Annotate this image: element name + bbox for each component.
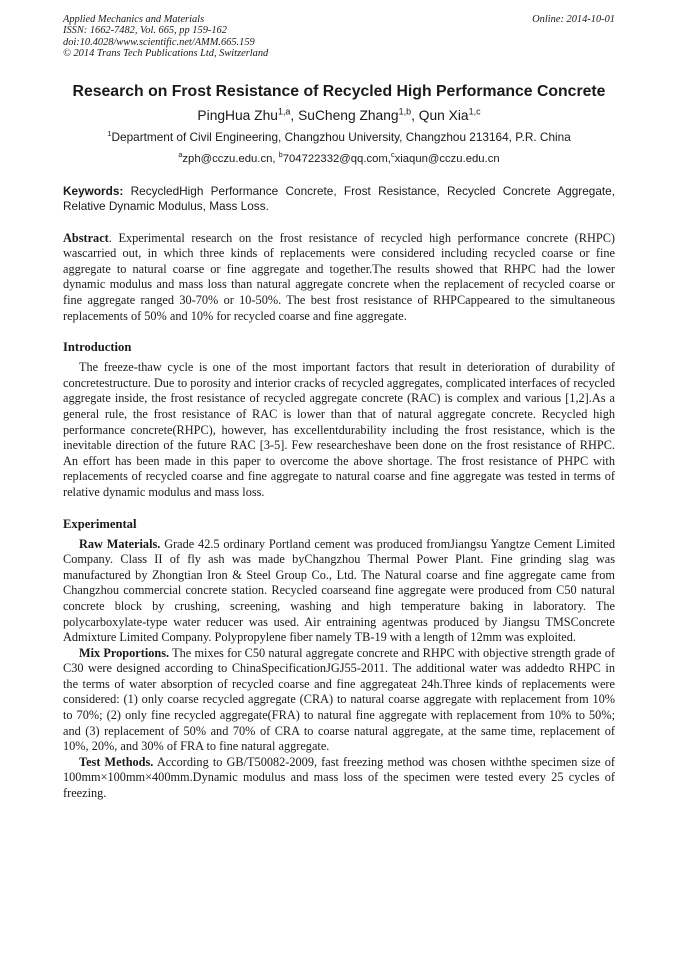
affiliation-superscript: 1 [107,128,112,138]
email-address[interactable]: xiaqun@cczu.edu.cn [394,152,500,165]
section-heading-introduction: Introduction [63,340,132,355]
section-heading-experimental: Experimental [63,516,137,531]
affiliation-text: Department of Civil Engineering, Changzhou University, Changzhou 213164, P.R. China [111,129,571,144]
email-superscript: a [178,149,183,159]
email-superscript: b [278,149,283,159]
abstract-text: . Experimental research on the frost resistance of recycled high performance concrete (RHPC) wascarried out, in which three kinds of replacements were considered including recycled coarse or fine aggregate to natural coarse or fine aggregate and together.The results showed that RHPC had the lower dynamic modulus and mass loss than natural aggregate concrete when the replacement of recycled coarse or fine aggregate ranged 30-70% or 10-50%. The best frost resistance of RHPCappeared to the simultaneous replacements of 50% and 10% for recycled coarse and fine aggregate. [63,230,615,323]
author-superscript: 1,b [398,106,412,117]
author-list: PingHua Zhu$^{1,a}$, SuCheng Zhang$^{1,b}$, Qun Xia$^{1,c}$ [197,106,481,123]
keywords [63,184,615,214]
email-address[interactable]: 704722332@qq.com [282,152,388,165]
email-address[interactable]: zph@cczu.edu.cn [182,152,273,165]
abstract-label: Abstract [63,230,109,245]
author-superscript: 1,a [277,106,291,117]
test-methods-label: Test Methods. [79,754,154,769]
paper-title: Research on Frost Resistance of Recycled High Performance Concrete [72,82,606,100]
mix-proportions-text: The mixes for C50 natural aggregate concrete and RHPC with objective strength grade of C30 were designed according to ChinaSpecificationJGJ55-2011. The additional water was addedto RHPC in the terms of water absorption of recycled coarse and fine aggregateat 24h.Three kinds of replacements were considered: (1) only coarse recycled aggregate (CRA) to natural coarse aggregate with replacement from 10% to 70%; (2) only fine recycled aggregate(FRA) to natural fine aggregate with replacement from 10% to 50%; and (3) replacement of 50% and 70% of CRA to coarse natural aggregate, at the same time, replacement of 10%, 20%, and 30% of FRA to fine natural aggregate. [63,645,615,754]
journal-issn: ISSN: 1662-7482, Vol. 665, pp 159-162 [63,25,227,37]
abstract [63,231,615,325]
raw-materials-text: Grade 42.5 ordinary Portland cement was produced fromJiangsu Yangtze Cement Limited Company. Class II of fly ash was made byChangzhou Thermal Power Plant. Fine grinding slag was manufactured by Zhongtian Iron & Steel Group Co., Ltd. The Natural coarse and fine aggregate came from Changzhou commercial concrete station. Recycled coarseand fine aggregate were produced from C50 natural concrete block by crushing, screening, washing and high temperature baking in laboratory. The polycarboxylate-type water reducer was used. Air entraining agentwas produced by Jiangsu TMSConcrete Admixture Limited Company. Polypropylene fiber namely TB-19 with a length of 12mm was exploited. [63,536,616,645]
journal-name: Applied Mechanics and Materials [63,14,205,25]
introduction-paragraph: The freeze-thaw cycle is one of the most important factors that result in deterioration of durability of concretestructure. Due to porosity and interior cracks of recycled aggregates, complicated interfaces of recycled aggregate inside, the frost resistance of recycled aggregate concrete (RAC) is complex and various [1,2].As a general rule, the frost resistance of RAC is lower than that of natural aggregate concrete. Recycled high performance concrete(RHPC), however, has excellentdurability including the frost resistance, which is the inevitable direction of the future RAC [3-5]. Few researcheshave been done on the frost resistance of RHPC. An effort has been made in this paper to overcome the above shortage. The frost resistance of PHPC with replacements of recycled coarse and fine aggregate to natural coarse and fine aggregate was tested in terms of relative dynamic modulus and mass loss. [63,360,615,499]
online-date: Online: 2014-10-01 [532,14,615,25]
raw-materials-label: Raw Materials. [79,536,161,551]
affiliation [63,130,615,145]
author-name: SuCheng Zhang [298,107,399,123]
paper-page [63,14,615,802]
test-methods-text: According to GB/T50082-2009, fast freezing method was chosen withthe specimen size of 100mm×100mm×400mm.Dynamic modulus and mass loss of the specimen were tested every 25 cycles of freezing. [63,754,615,801]
mix-proportions-label: Mix Proportions. [79,645,170,660]
journal-header [63,14,615,60]
keywords-text: RecycledHigh Performance Concrete, Frost Resistance, Recycled Concrete Aggregate, Relative Dynamic Modulus, Mass Loss. [63,183,616,213]
author-superscript: 1,c [468,106,481,117]
email-superscript: c [390,149,395,159]
test-methods-paragraph [63,755,615,802]
mix-proportions-paragraph [63,646,615,755]
journal-doi: doi:10.4028/www.scientific.net/AMM.665.159 [63,36,255,48]
keywords-label: Keywords: [63,183,124,198]
author-name: Qun Xia [418,107,469,123]
email-list: $^a$zph@cczu.edu.cn, $^b$704722332@qq.com,$^c$xiaqun@cczu.edu.cn [178,149,500,165]
author-name: PingHua Zhu [197,107,278,123]
raw-materials-paragraph [63,537,615,646]
journal-copyright: © 2014 Trans Tech Publications Ltd, Switzerland [63,48,269,60]
